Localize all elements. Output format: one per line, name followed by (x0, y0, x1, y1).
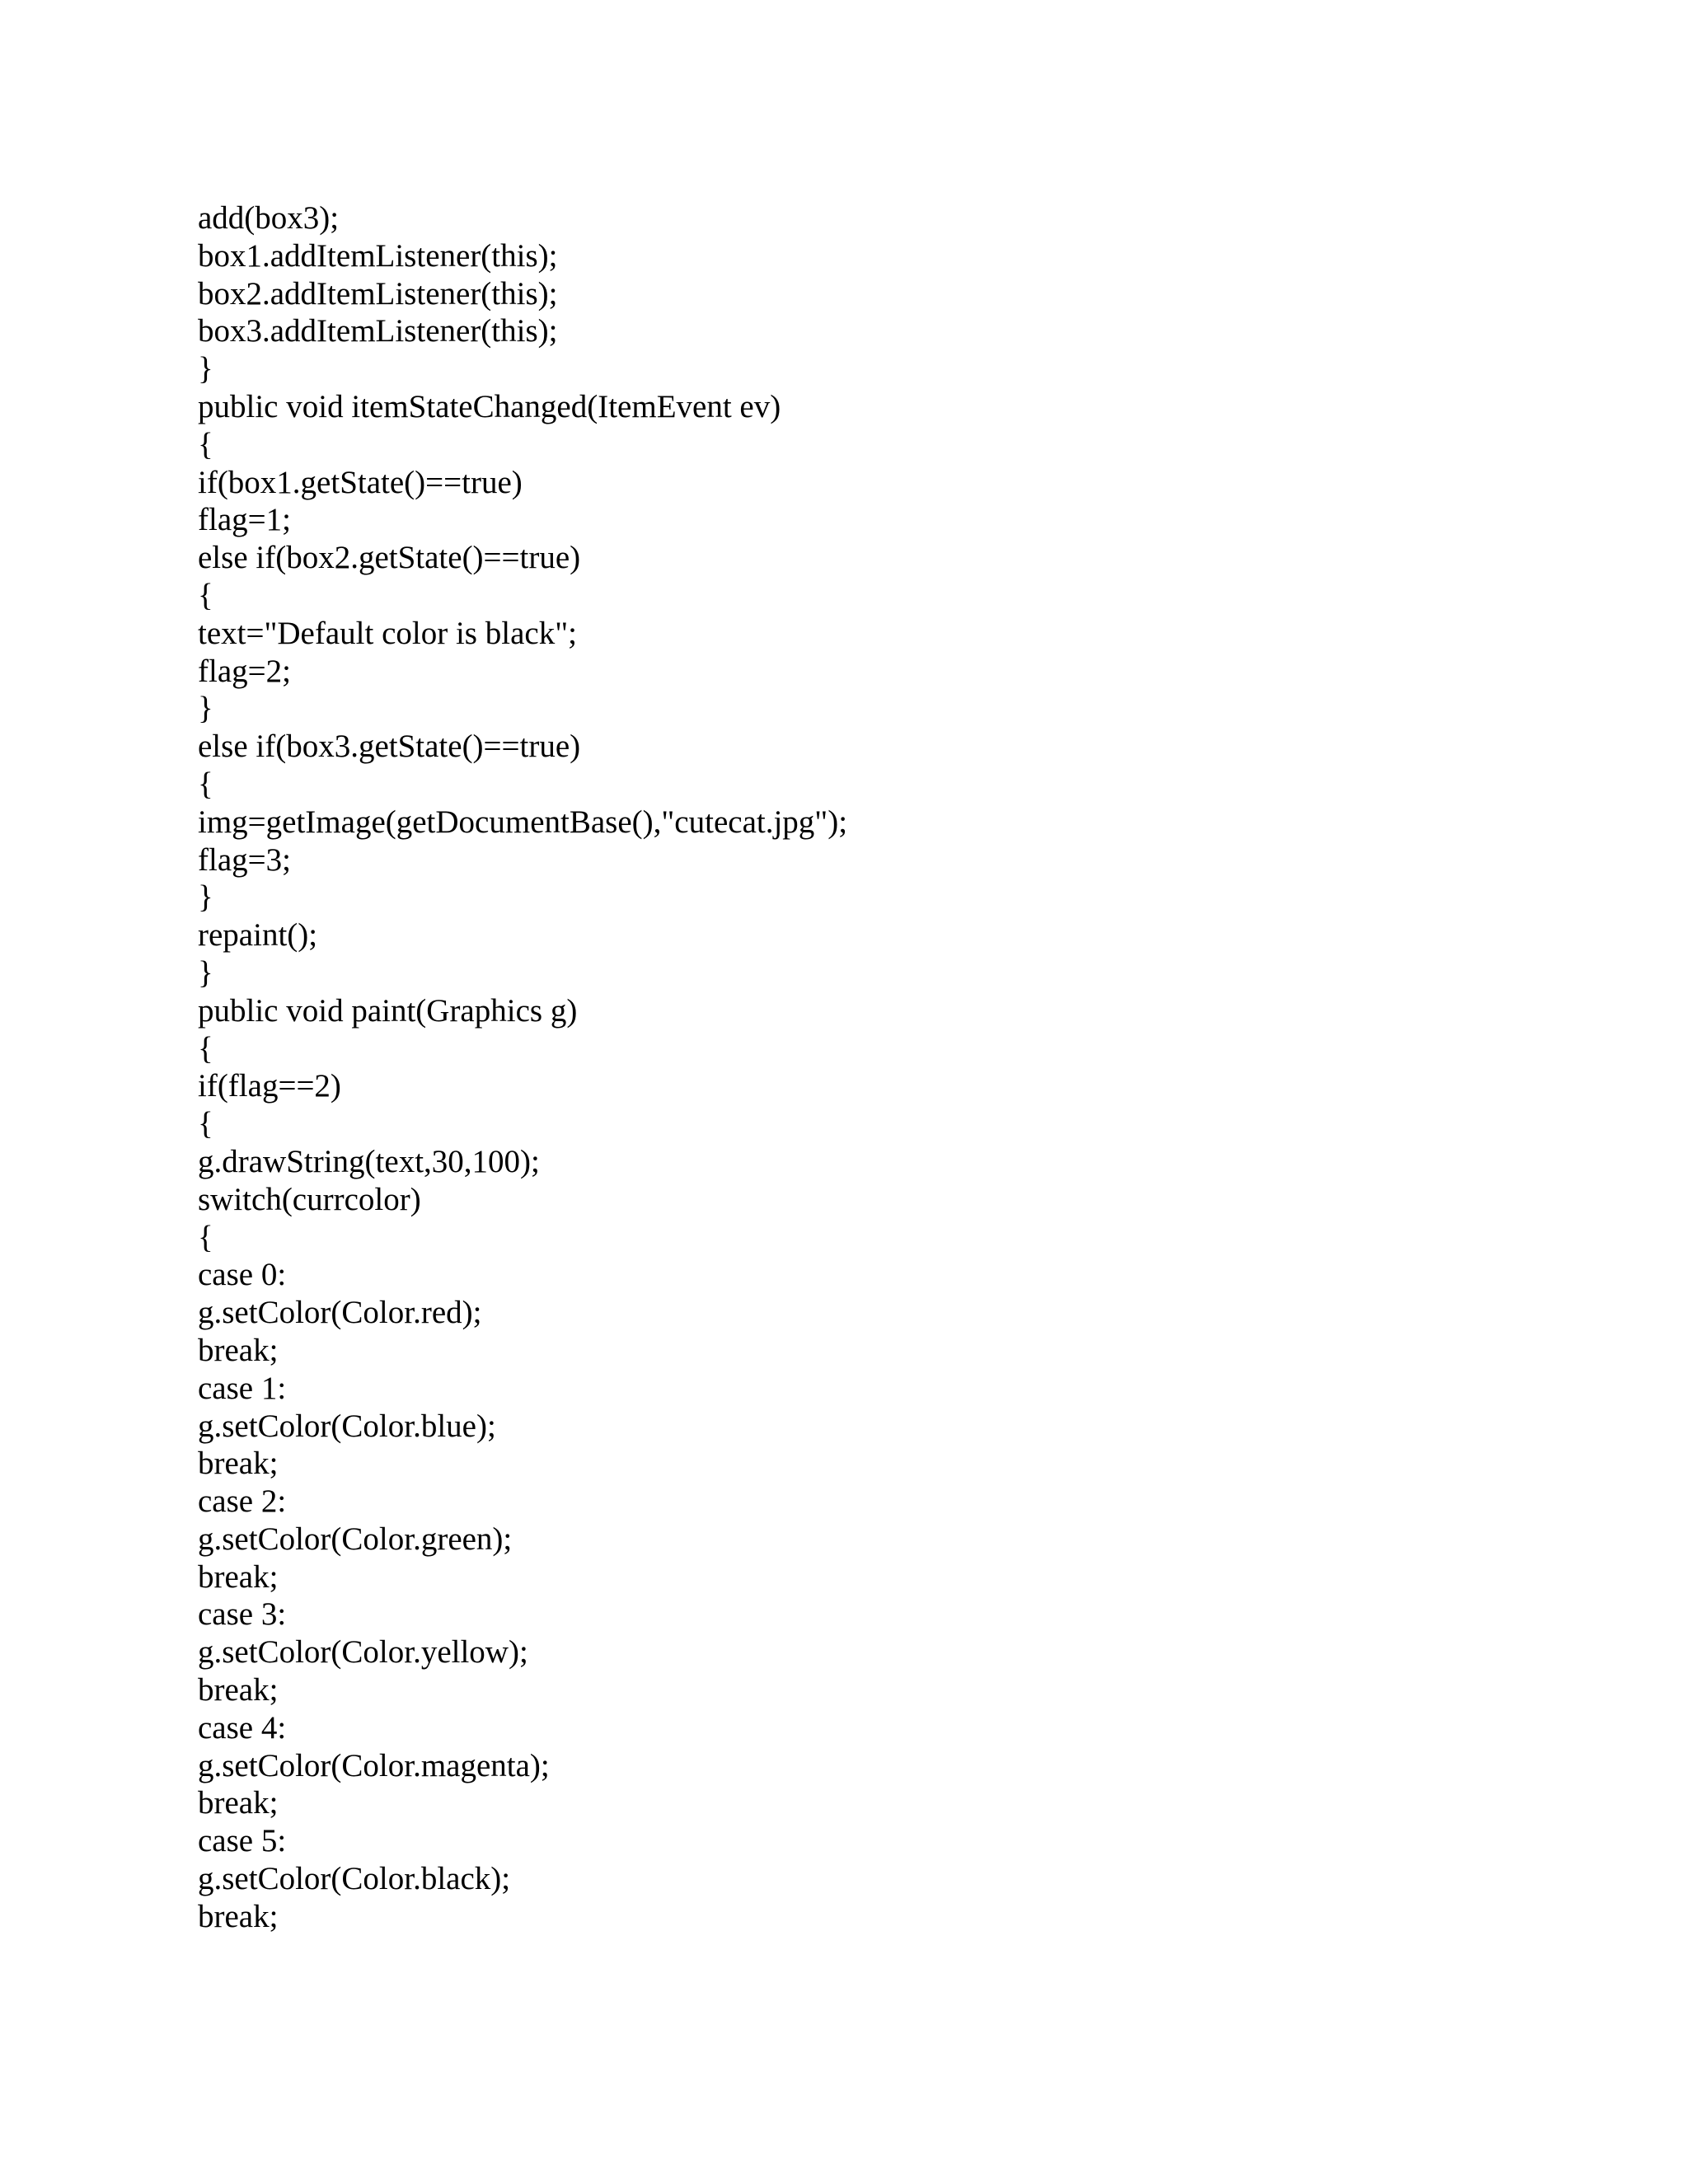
code-line: { (198, 1106, 213, 1142)
code-line: else if(box2.getState()==true) (198, 540, 581, 576)
code-line: repaint(); (198, 917, 318, 954)
code-listing (198, 199, 847, 1936)
code-line: flag=2; (198, 653, 291, 689)
code-line: if(flag==2) (198, 1068, 341, 1104)
code-line: g.setColor(Color.blue); (198, 1408, 496, 1444)
code-line: flag=1; (198, 502, 291, 538)
code-line: case 2: (198, 1483, 287, 1520)
code-line: box2.addItemListener(this); (198, 275, 558, 312)
code-line: } (198, 351, 213, 387)
code-line: g.drawString(text,30,100); (198, 1143, 540, 1179)
code-line: g.setColor(Color.magenta); (198, 1747, 550, 1783)
code-line: public void paint(Graphics g) (198, 992, 578, 1029)
code-line: break; (198, 1898, 279, 1934)
code-line: case 1: (198, 1370, 287, 1406)
code-line: } (198, 954, 213, 991)
code-line: break; (198, 1332, 279, 1368)
code-line: g.setColor(Color.red); (198, 1295, 482, 1331)
code-line: { (198, 1219, 213, 1255)
code-line: text="Default color is black"; (198, 615, 577, 651)
code-line: break; (198, 1785, 279, 1821)
code-line: g.setColor(Color.green); (198, 1521, 513, 1557)
code-line: case 4: (198, 1709, 287, 1746)
code-line: { (198, 426, 213, 462)
code-line: add(box3); (198, 200, 340, 236)
code-line: else if(box3.getState()==true) (198, 729, 581, 765)
code-line: case 0: (198, 1257, 287, 1293)
code-line: public void itemStateChanged(ItemEvent ev) (198, 388, 781, 424)
code-line: case 3: (198, 1596, 287, 1633)
code-line: box3.addItemListener(this); (198, 313, 558, 349)
code-line: switch(currcolor) (198, 1181, 421, 1217)
code-line: break; (198, 1558, 279, 1595)
code-line: break; (198, 1672, 279, 1708)
code-line: break; (198, 1446, 279, 1482)
code-line: { (198, 766, 213, 802)
code-line: case 5: (198, 1823, 287, 1859)
code-line: flag=3; (198, 841, 291, 878)
code-line: g.setColor(Color.yellow); (198, 1634, 528, 1671)
code-line: } (198, 879, 213, 916)
code-line: { (198, 1030, 213, 1066)
code-line: box1.addItemListener(this); (198, 237, 558, 274)
code-line: if(box1.getState()==true) (198, 464, 523, 500)
code-line: img=getImage(getDocumentBase(),"cutecat.jpg"); (198, 804, 848, 840)
code-line: { (198, 577, 213, 613)
code-line: } (198, 691, 213, 727)
code-line: g.setColor(Color.black); (198, 1861, 511, 1897)
